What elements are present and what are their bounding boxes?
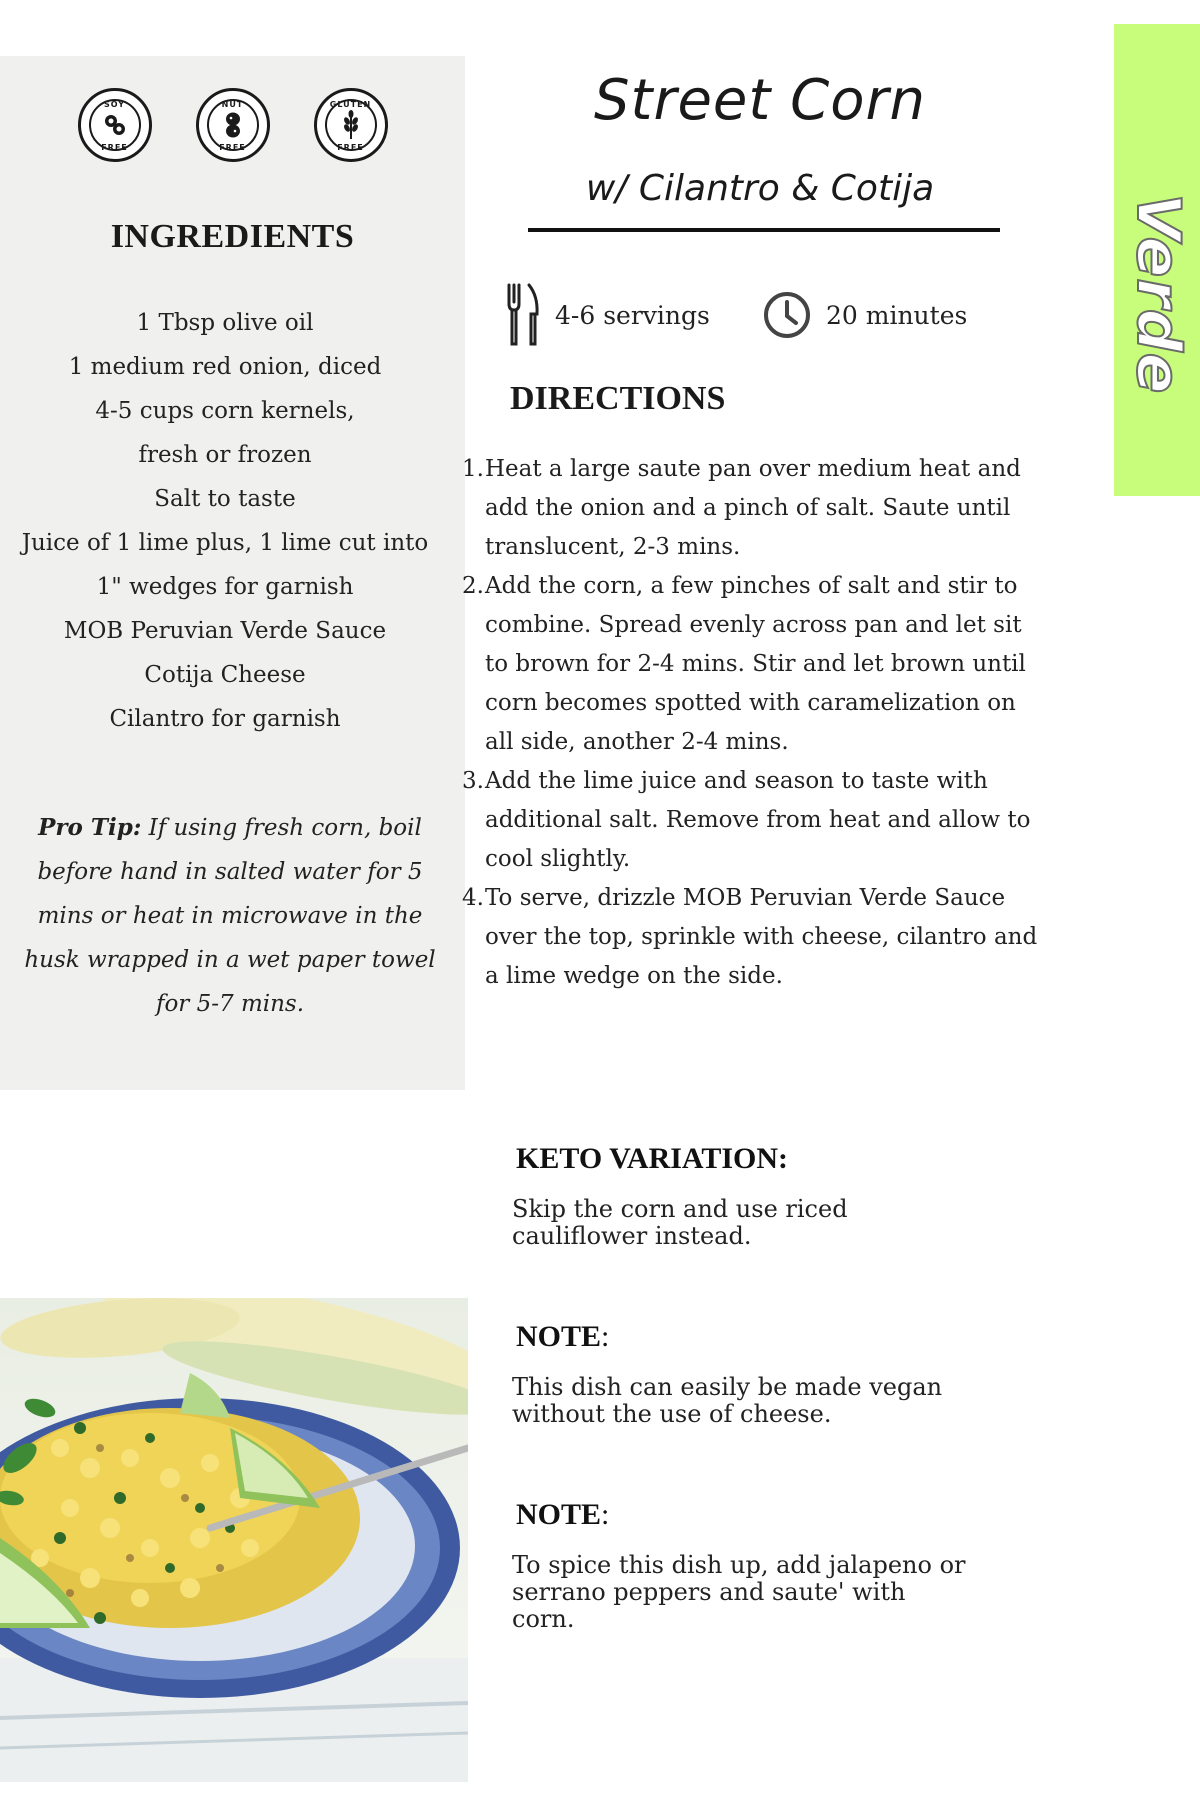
title-divider [528, 228, 1000, 232]
ingredient-item: MOB Peruvian Verde Sauce [63, 618, 387, 644]
servings-text: 4-6 servings [555, 300, 710, 330]
gluten-free-badge: GLUTEN FREE [314, 88, 388, 162]
cook-time [762, 280, 967, 350]
ingredient-item: 1 medium red onion, diced [68, 354, 382, 380]
allergen-badges [0, 88, 465, 162]
ingredient-item: 1 Tbsp olive oil [136, 310, 314, 336]
note-vegan-text: This dish can easily be made vegan without the use of cheese. [512, 1373, 943, 1428]
ingredients-heading: INGREDIENTS [110, 218, 355, 255]
note-spice-text: To spice this dish up, add jalapeno or serrano peppers and saute' with corn. [512, 1551, 966, 1633]
fork-knife-icon [505, 282, 541, 348]
pro-tip [20, 806, 440, 1026]
soybean-icon [104, 114, 126, 136]
direction-step: 4. To serve, drizzle MOB Peruvian Verde Sauce over the top, sprinkle with cheese, cilantro and a lime wedge on the side. [462, 885, 1038, 989]
direction-step: 1. Heat a large saute pan over medium heat and add the onion and a pinch of salt. Saute until translucent, 2-3 mins. [462, 456, 1021, 560]
ingredient-item: Cilantro for garnish [109, 706, 341, 732]
servings [505, 280, 710, 350]
note-heading: NOTE: [516, 1320, 610, 1353]
pro-tip-text: If using fresh corn, boil before hand in salted water for 5 mins or heat in microwave in the husk wrapped in a wet paper towel for 5-7 mins. [24, 815, 436, 1017]
keto-variation-heading: KETO VARIATION: [516, 1142, 789, 1175]
verde-side-tab [1114, 24, 1200, 496]
nut-free-badge: NUT FREE [196, 88, 270, 162]
note-heading: NOTE: [516, 1498, 610, 1531]
ingredient-item: Salt to taste [154, 486, 296, 512]
ingredients-panel [0, 56, 465, 1090]
direction-step: 2. Add the corn, a few pinches of salt and stir to combine. Spread evenly across pan and let sit to brown for 2-4 mins. Stir and let brown until corn becomes spotted with caramelization on all side, another 2-4 mins. [462, 573, 1026, 755]
keto-variation-text: Skip the corn and use riced cauliflower instead. [512, 1195, 848, 1250]
wheat-icon [341, 110, 361, 140]
directions-heading: DIRECTIONS [510, 380, 726, 417]
ingredient-item: fresh or frozen [138, 442, 312, 468]
ingredient-item: 4-5 cups corn kernels, [95, 398, 355, 424]
soy-free-badge: SOY FREE [78, 88, 152, 162]
directions-list [462, 450, 1042, 996]
direction-step: 3. Add the lime juice and season to taste with additional salt. Remove from heat and allow to cool slightly. [462, 768, 1031, 872]
recipe-title: Street Corn [593, 68, 927, 133]
peanut-icon [223, 112, 243, 138]
ingredient-item: Cotija Cheese [144, 662, 306, 688]
ingredient-item: 1" wedges for garnish [96, 574, 354, 600]
recipe-meta [505, 280, 1005, 350]
verde-label: Verde [1123, 193, 1193, 395]
street-corn-photo [0, 1298, 468, 1782]
clock-icon [762, 290, 812, 340]
ingredient-item: Juice of 1 lime plus, 1 lime cut into [21, 530, 429, 556]
pro-tip-label: Pro Tip: [38, 814, 142, 841]
cook-time-text: 20 minutes [826, 300, 968, 330]
ingredients-list [20, 301, 430, 741]
street-corn-illustration [0, 1298, 468, 1782]
recipe-subtitle: w/ Cilantro & Cotija [585, 168, 935, 209]
